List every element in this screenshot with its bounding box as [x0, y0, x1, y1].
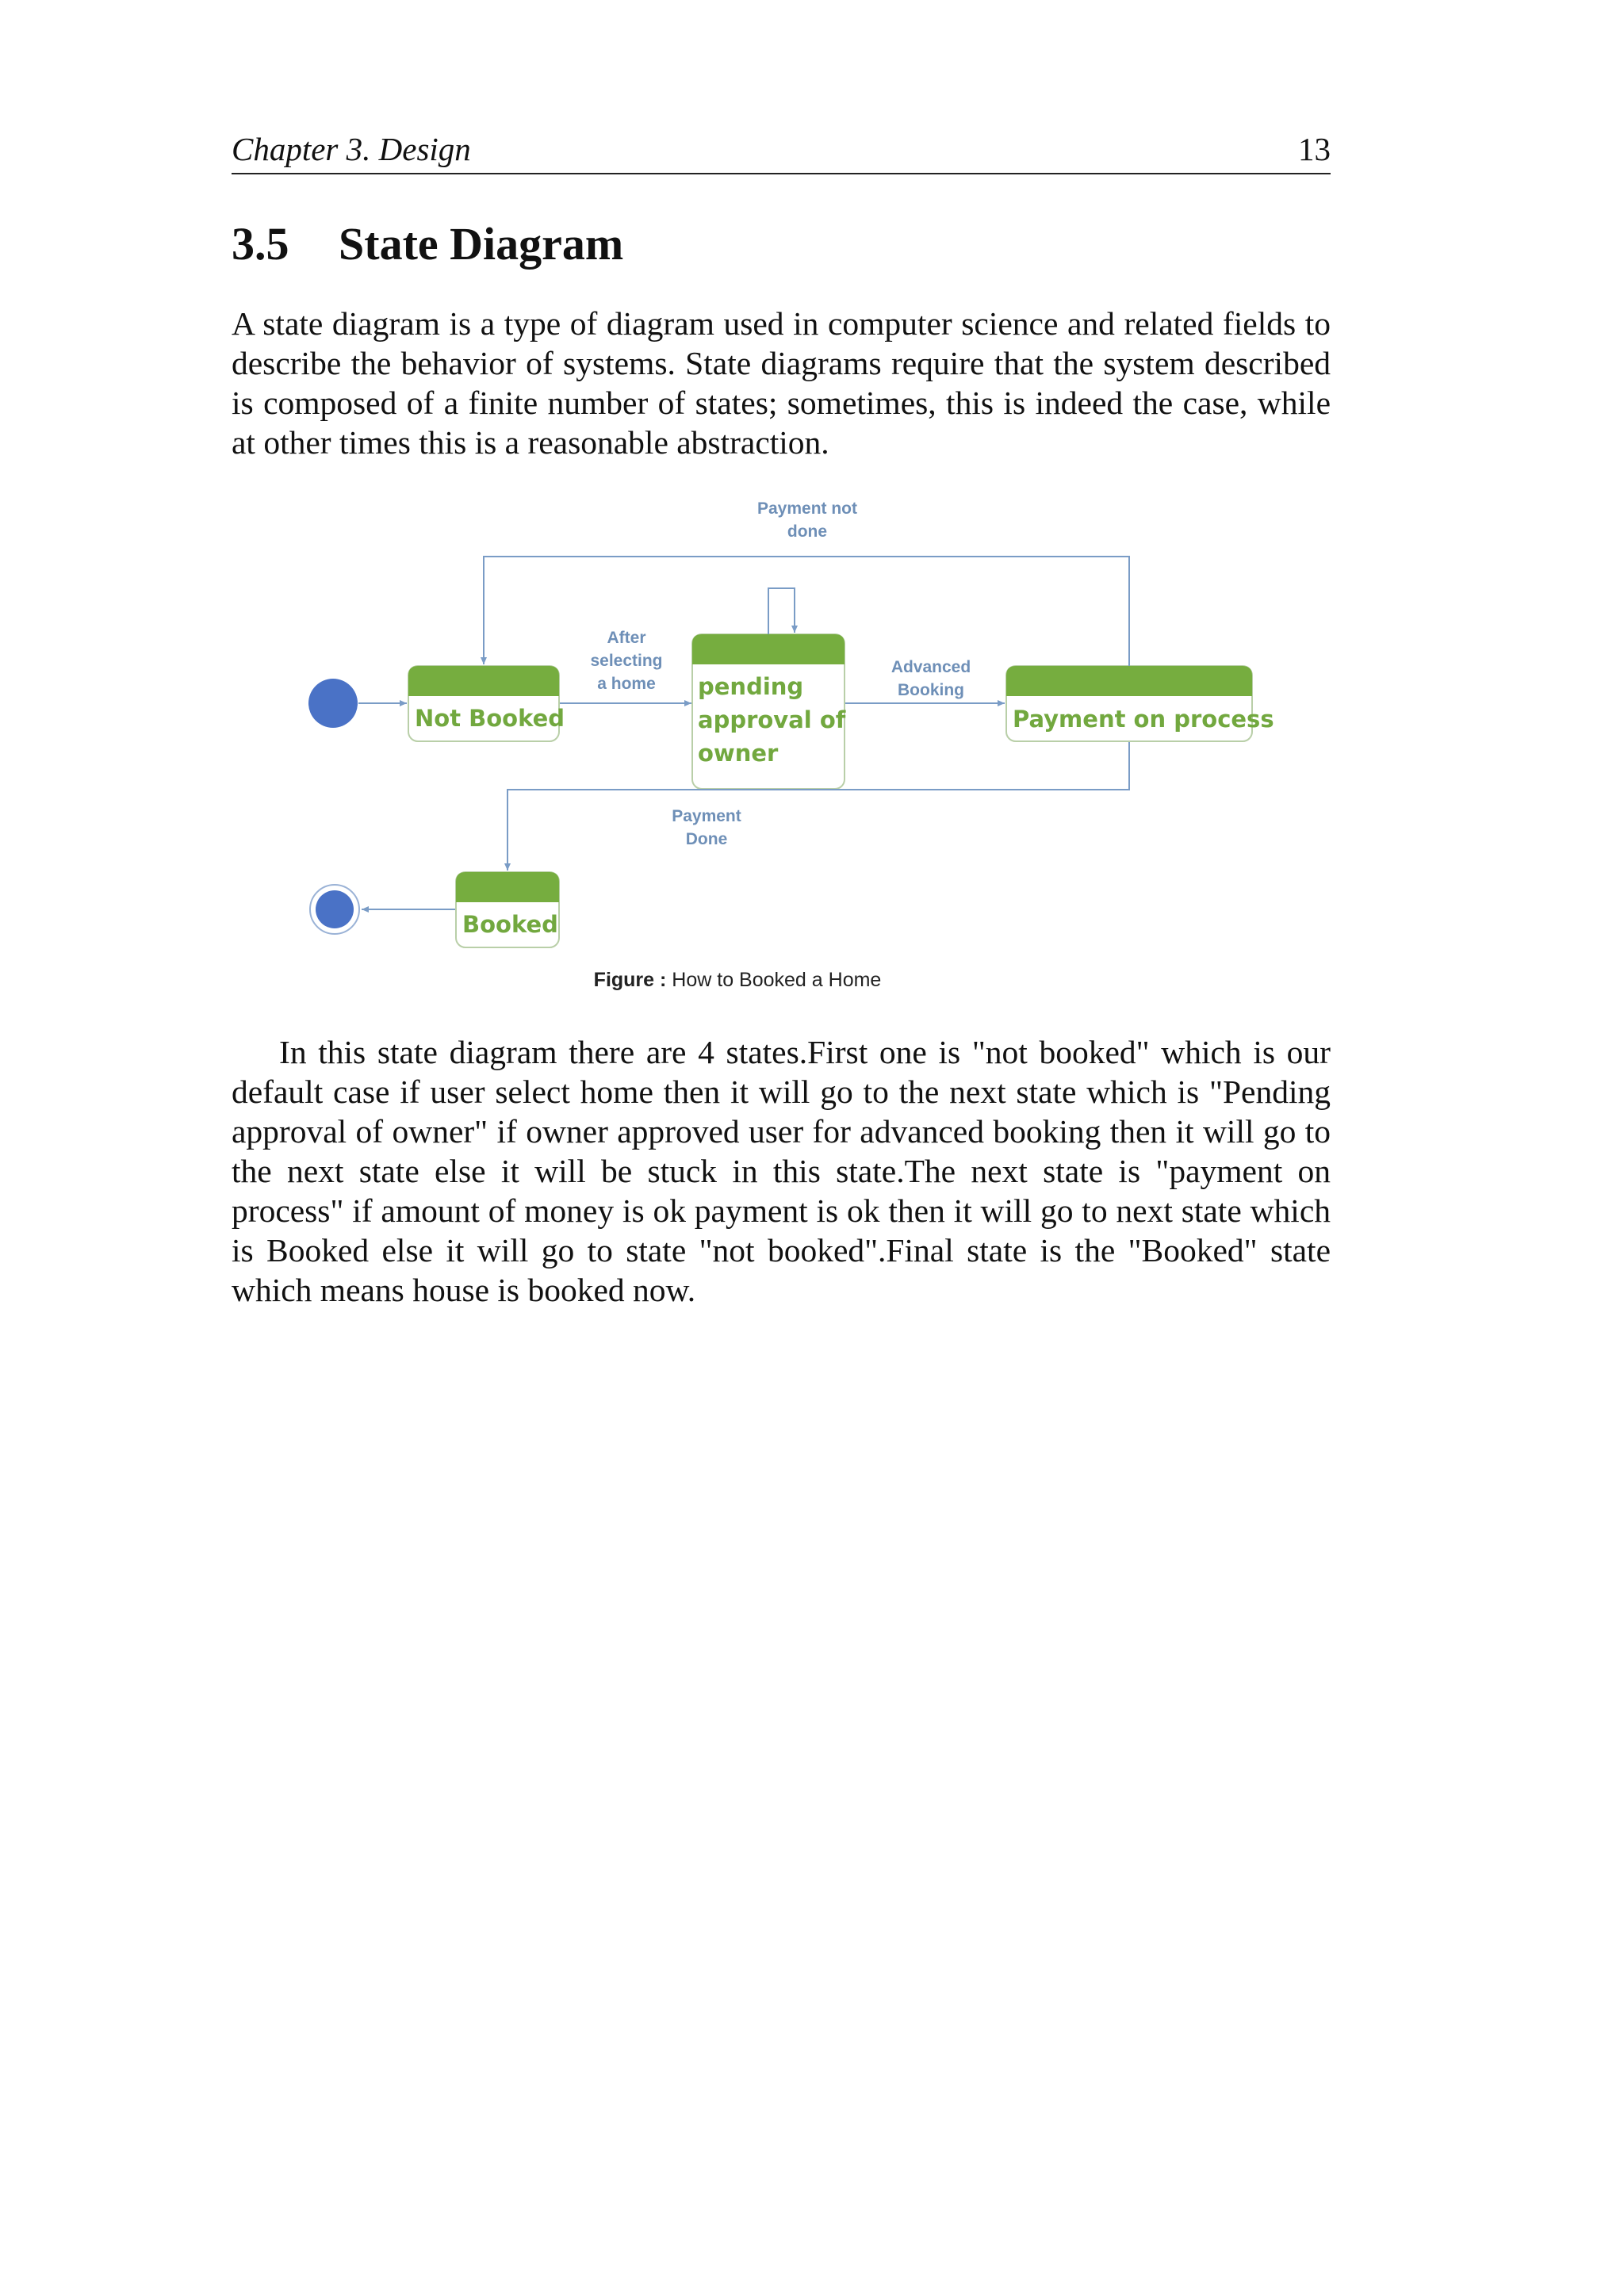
intro-paragraph: A state diagram is a type of diagram used in computer science and related fields to describe the behavior of systems. State diagrams require that the system described is composed of a finite number of states; sometimes, this is indeed the case, while at other times this is a reasonable abstraction. — [232, 305, 1331, 461]
state-booked — [456, 872, 559, 947]
final-node — [310, 885, 359, 934]
state-pending-label-3: owner — [698, 740, 779, 767]
initial-node — [308, 679, 358, 728]
state-pending-label-1: pending — [698, 673, 804, 700]
advanced-booking-label-2: Booking — [898, 681, 964, 699]
state-pending-label-2: approval of — [698, 706, 846, 733]
body-paragraph: In this state diagram there are 4 states.First one is "not booked" which is our default case if user select home then it will go to the next state which is "Pending approval of owner" if owner approved user for advanced booking then it will go to the next state else it will be stuck in this state.The next state is "payment on process" if amount of money is ok payment is ok then it will go to next state which is Booked else it will go to state "not booked".Final state is the "Booked" state which means house is booked now. — [232, 1034, 1331, 1308]
caption-label: Figure : — [593, 969, 667, 991]
advanced-booking-label-1: Advanced — [891, 658, 971, 676]
payment-not-done-label-1: Payment not — [756, 499, 858, 518]
chapter-title: Chapter 3. Design — [232, 131, 471, 167]
state-not-booked — [408, 666, 565, 741]
caption-text: How to Booked a Home — [672, 969, 882, 991]
state-diagram-figure — [293, 492, 1277, 1015]
figure-caption — [293, 969, 1182, 992]
state-not-booked-label: Not Booked — [415, 705, 565, 732]
payment-done-label-1: Payment — [672, 807, 741, 825]
running-header — [232, 127, 1331, 174]
payment-done-label-2: Done — [685, 830, 728, 848]
section-heading — [232, 212, 623, 276]
after-selecting-label-3: a home — [597, 675, 656, 693]
state-diagram — [293, 492, 1277, 967]
self-loop-arrow — [768, 588, 795, 634]
section-title: State Diagram — [339, 218, 624, 270]
payment-not-done-label-2: done — [787, 522, 828, 541]
after-selecting-label-2: selecting — [590, 652, 663, 670]
after-selecting-label-1: After — [607, 629, 646, 647]
state-payment-on-process — [1006, 666, 1274, 741]
page-number: 13 — [1298, 131, 1331, 167]
state-payment-label: Payment on process — [1013, 706, 1274, 733]
state-booked-label: Booked — [462, 911, 558, 938]
state-pending-approval — [692, 634, 846, 789]
section-number: 3.5 — [232, 218, 289, 270]
